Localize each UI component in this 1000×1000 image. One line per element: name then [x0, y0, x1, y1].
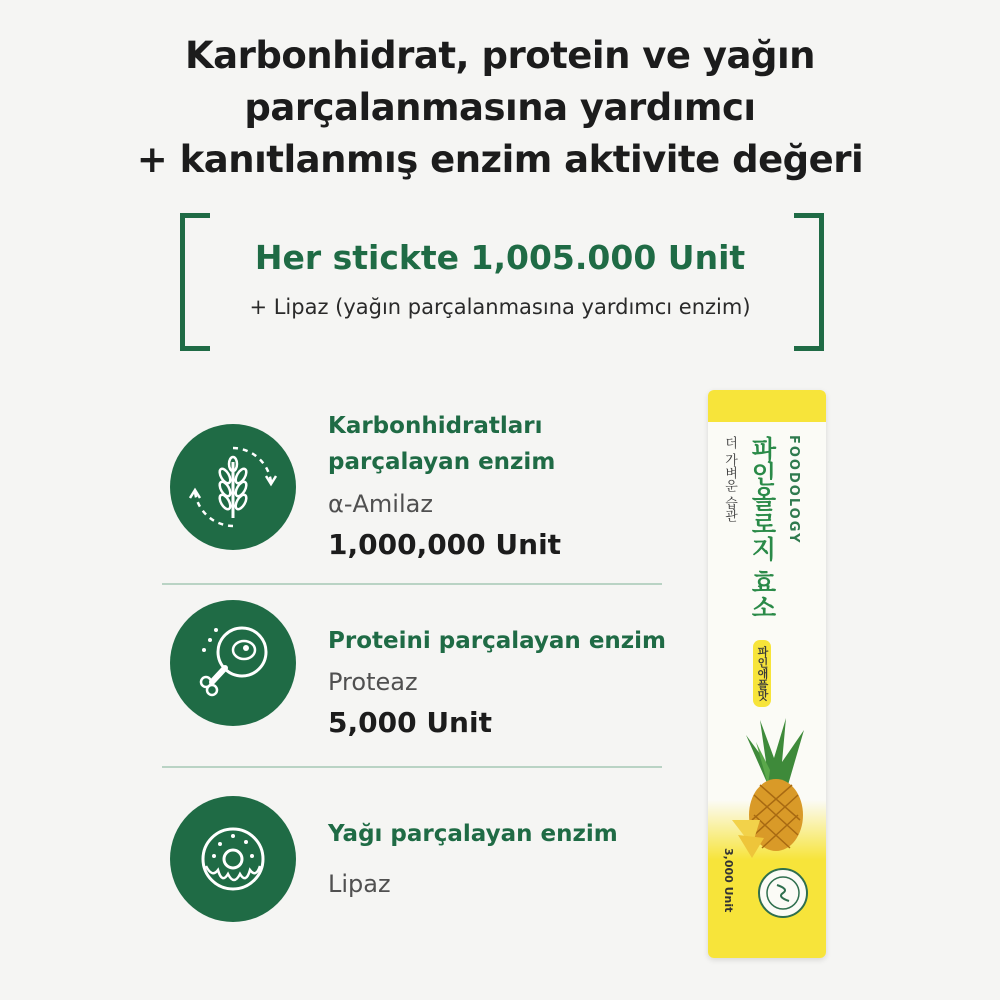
carb-enzyme-value: 1,000,000 Unit — [328, 528, 562, 561]
protein-enzyme-title: Proteini parçalayan enzim — [328, 628, 667, 654]
carb-enzyme-name: α-Amilaz — [328, 490, 433, 518]
units-per-stick-title: Her stickte 1,005.000 Unit — [254, 238, 746, 277]
protein-enzyme-value: 5,000 Unit — [328, 706, 492, 739]
divider — [162, 766, 662, 768]
carb-enzyme-title-line-1: Karbonhidratları — [328, 413, 543, 439]
carb-enzyme-title-line-2: parçalayan enzim — [328, 449, 556, 475]
headline-line-3: + kanıtlanmış enzim aktivite değeri — [136, 138, 864, 181]
product-name: 파인올로지 효소 — [748, 436, 777, 620]
product-brand: FOODOLOGY — [786, 435, 801, 545]
wheat-icon — [170, 424, 296, 550]
fat-enzyme-title: Yağı parçalayan enzim — [328, 821, 618, 847]
fat-enzyme-name: Lipaz — [328, 870, 391, 898]
meat-icon — [170, 600, 296, 726]
product-flavor: 파인애플맛 — [753, 640, 771, 707]
divider — [162, 583, 662, 585]
headline-line-2: parçalanmasına yardımcı — [244, 86, 756, 129]
product-stick — [708, 390, 826, 958]
headline-line-1: Karbonhidrat, protein ve yağın — [184, 34, 815, 77]
product-tagline: 더 가벼운 습관 — [722, 436, 737, 523]
left-bracket — [180, 213, 210, 351]
donut-icon — [170, 796, 296, 922]
headline — [0, 30, 1000, 186]
lipase-note: + Lipaz (yağın parçalanmasına yardımcı enzim) — [249, 295, 751, 319]
right-bracket — [794, 213, 824, 351]
carb-enzyme-title — [328, 408, 555, 480]
protein-enzyme-name: Proteaz — [328, 668, 418, 696]
product-units: 3,000 Unit — [722, 848, 735, 913]
